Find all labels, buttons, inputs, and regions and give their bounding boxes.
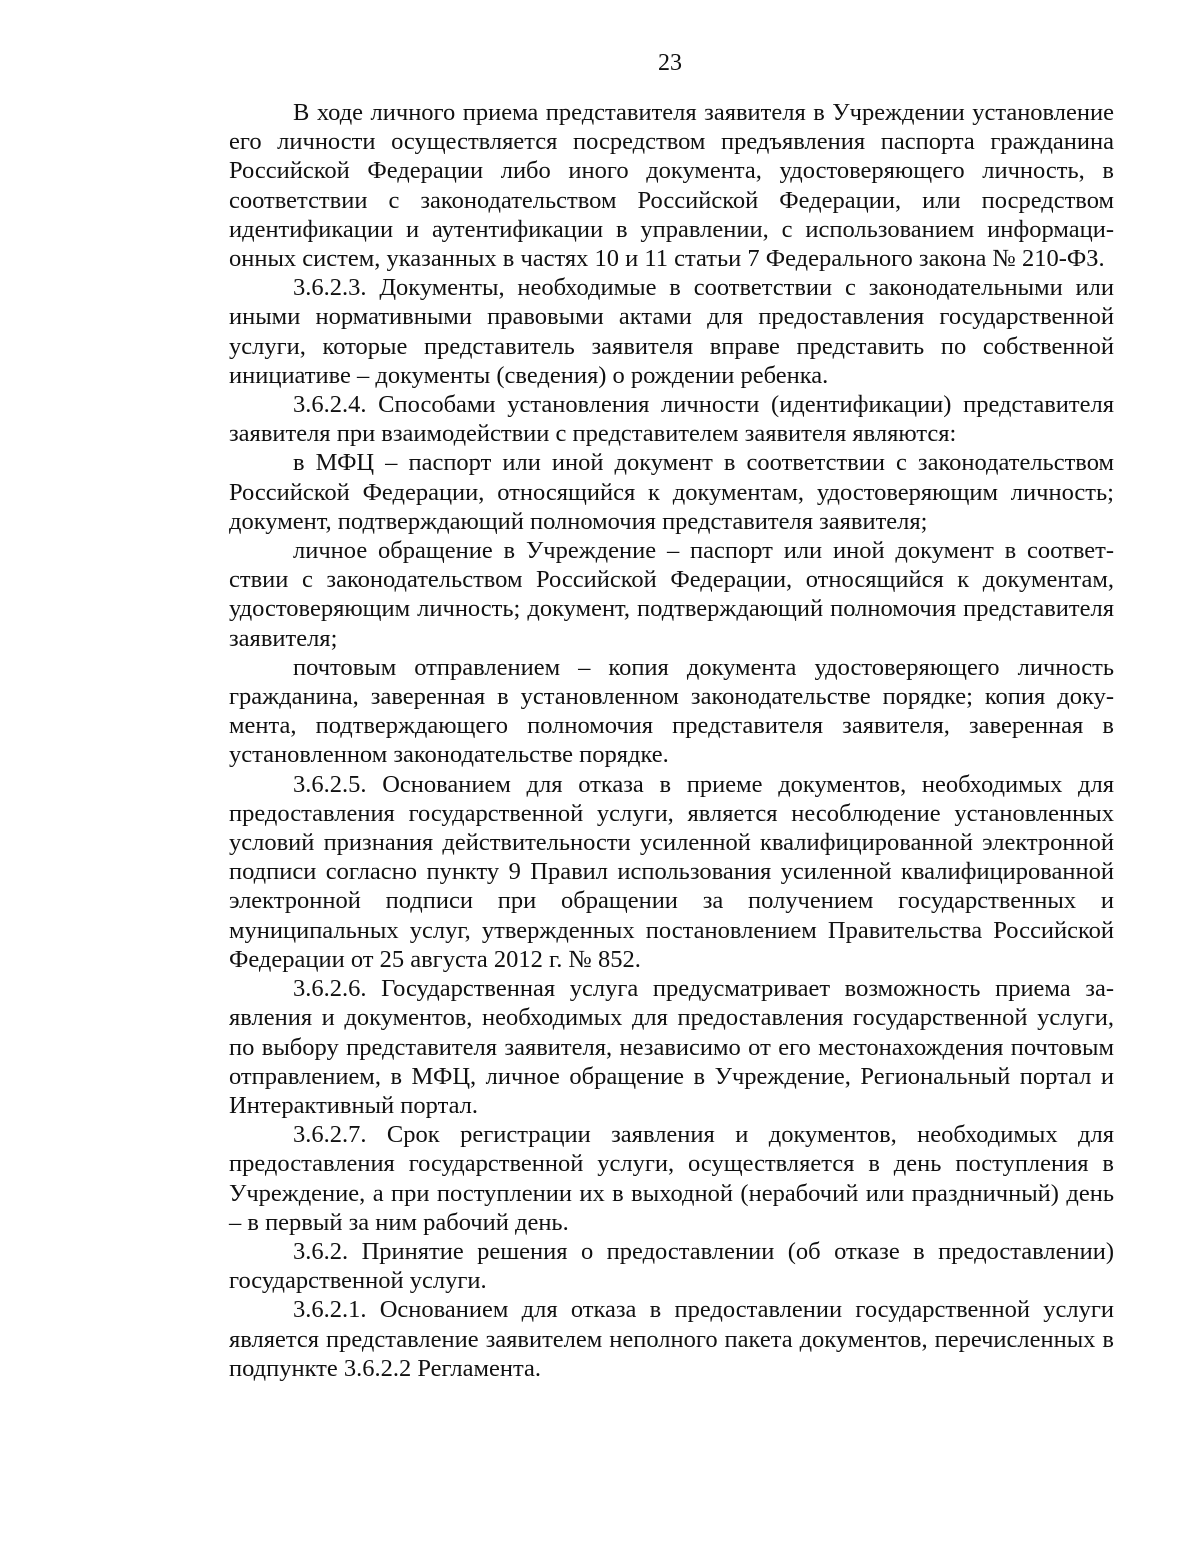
paragraph-3-6-2-7: 3.6.2.7. Срок регистрации заявления и документов, необходимых для предоставления государственной услуги, осуществляется в день поступления в Учреждение, а при поступлении их в выходной (нерабочий или праздничный) день – в первый за ним рабочий день. — [229, 1121, 1114, 1236]
paragraph-3-6-2-3: 3.6.2.3. Документы, необходимые в соответствии с законодательными или иными нормативными правовыми актами для предоставления государственной услуги, которые представитель заявителя вправе представить по собственной инициативе – документы (сведения) о рождении ребенка. — [229, 274, 1114, 389]
paragraph-identity-verification: В ходе личного приема представителя заявителя в Учреждении установление его личности осуществляется посредством предъявления паспорта гражданина Российской Федерации либо иного документа, удостоверяющего личность, в соответствии с законодательством Российской Федерации, или посредством идентификации и аутентификации в управлении, с использованием информационных систем, указанных в частях 10 и 11 статьи 7 Федерального закона № 210-ФЗ. — [229, 99, 1114, 273]
page-number: 23 — [658, 50, 682, 76]
paragraph-3-6-2-6: 3.6.2.6. Государственная услуга предусматривает возможность приема заявления и документов, необходимых для предоставления государственной услуги, по выбору представителя заявителя, независимо от его местонахождения почтовым отправлением, в МФЦ, личное обращение в Учреждение, Региональный портал и Интерактивный портал. — [229, 975, 1114, 1119]
paragraph-3-6-2-1: 3.6.2.1. Основанием для отказа в предоставлении государственной услуги является представление заявителем неполного пакета документов, перечисленных в подпункте 3.6.2.2 Регламента. — [229, 1296, 1114, 1382]
paragraph-3-6-2-4: 3.6.2.4. Способами установления личности (идентификации) представителя заявителя при взаимодействии с представителем заявителя являются: — [229, 391, 1114, 448]
paragraph-personal-visit-method: личное обращение в Учреждение – паспорт или иной документ в соответствии с законодательством Российской Федерации, относящийся к документам, удостоверяющим личность; документ, подтверждающий полномочия представителя заявителя; — [229, 537, 1114, 652]
document-body — [229, 98, 1114, 1383]
paragraph-postal-method: почтовым отправлением – копия документа удостоверяющего личность гражданина, заверенная в установленном законодательстве порядке; копия документа, подтверждающего полномочия представителя заявителя, заверенная в установленном законодательстве порядке. — [229, 653, 1114, 769]
paragraph-3-6-2-5: 3.6.2.5. Основанием для отказа в приеме документов, необходимых для предоставления государственной услуги, является несоблюдение установленных условий признания действительности усиленной квалифицированной электронной подписи согласно пункту 9 Правил использования усиленной квалифицированной электронной подписи при обращении за получением государственных и муниципальных услуг, утвержденных постановлением Правительства Российской Федерации от 25 августа 2012 г. № 852. — [229, 770, 1114, 973]
paragraph-mfc-method: в МФЦ – паспорт или иной документ в соответствии с законодательством Российской Федерации, относящийся к документам, удостоверяющим личность; документ, подтверждающий полномочия представителя заявителя; — [229, 449, 1114, 535]
paragraph-3-6-2-decision: 3.6.2. Принятие решения о предоставлении (об отказе в предоставлении) государственной услуги. — [229, 1237, 1114, 1295]
